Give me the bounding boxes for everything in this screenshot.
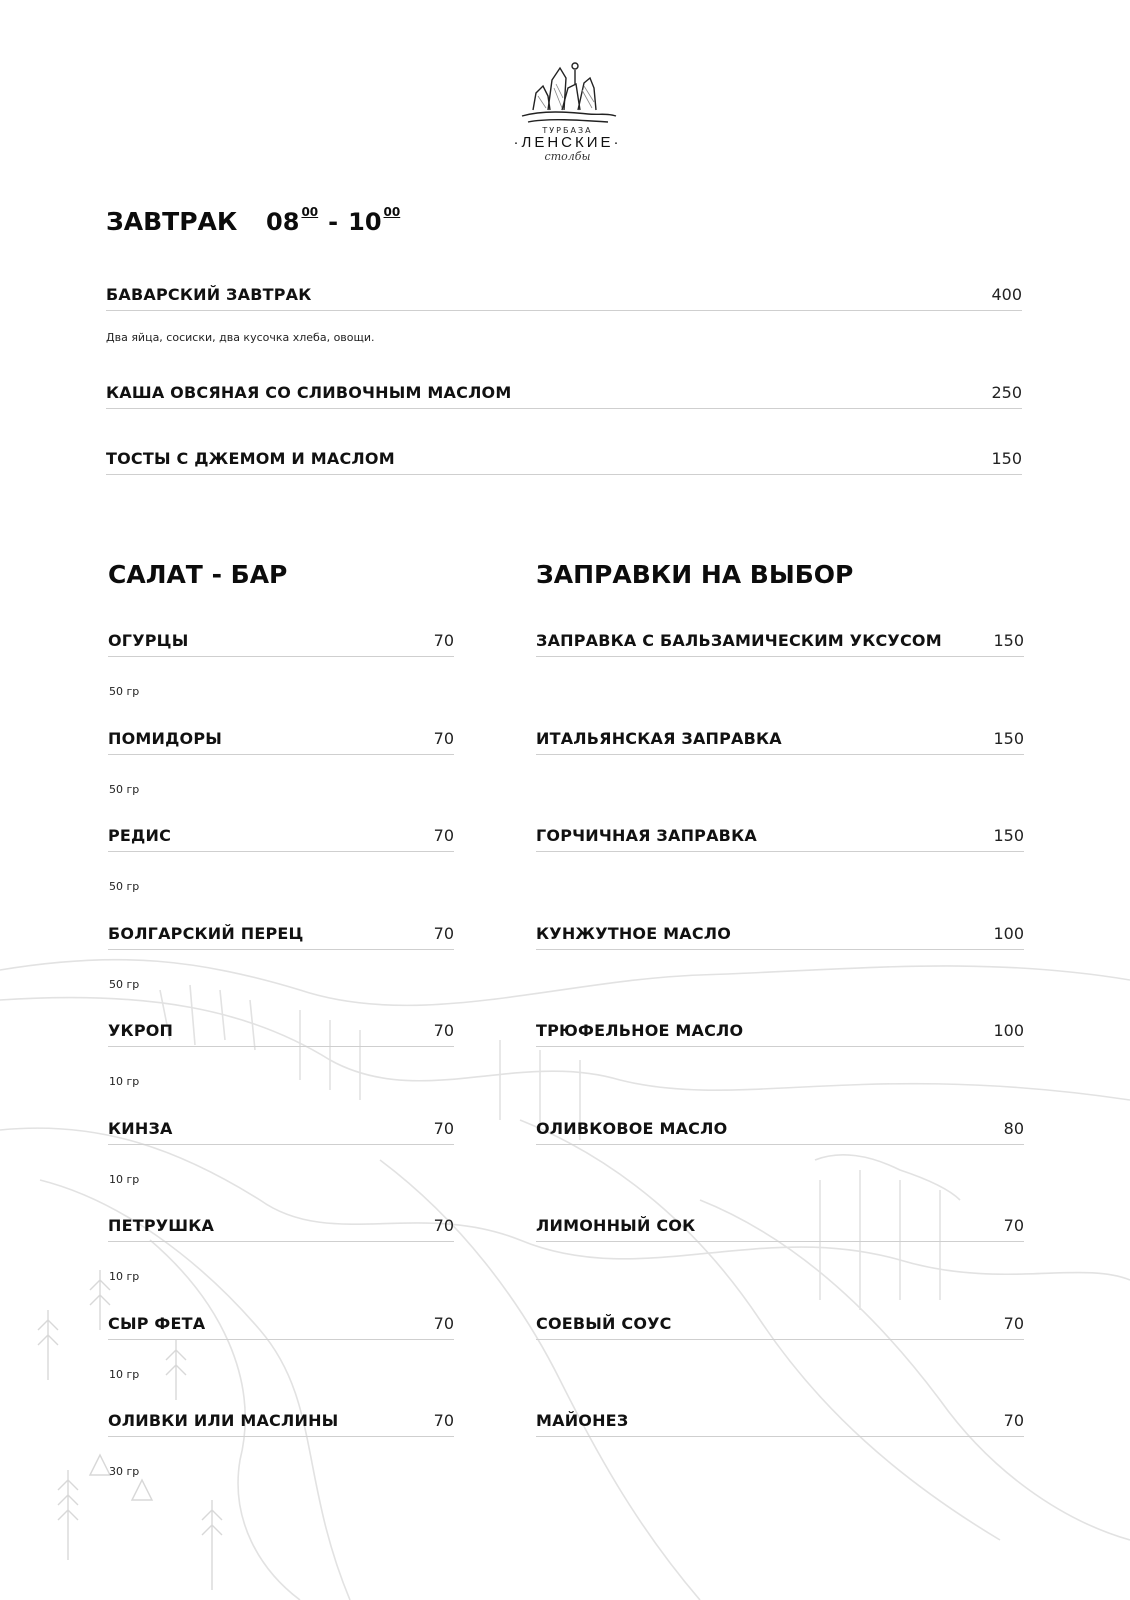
item-name: ОЛИВКОВОЕ МАСЛО [536, 1119, 728, 1138]
item-name: ОГУРЦЫ [108, 631, 189, 650]
dressing-item [536, 1313, 1024, 1340]
item-price: 150 [993, 729, 1024, 748]
salad-item [108, 825, 454, 852]
item-name: МАЙОНЕЗ [536, 1411, 629, 1430]
item-price: 70 [433, 826, 454, 845]
item-price: 250 [991, 383, 1022, 402]
item-name: БАВАРСКИЙ ЗАВТРАК [106, 285, 312, 304]
menu-item [106, 284, 1022, 311]
item-price: 70 [433, 1216, 454, 1235]
item-name: СОЕВЫЙ СОУС [536, 1314, 672, 1333]
item-price: 70 [433, 1314, 454, 1333]
item-weight: 10 гр [109, 1270, 140, 1283]
dressing-item [536, 1118, 1024, 1145]
time-from: 08 [266, 208, 300, 236]
dressing-item [536, 630, 1024, 657]
item-price: 70 [433, 924, 454, 943]
item-weight: 50 гр [109, 685, 140, 698]
item-weight: 50 гр [109, 880, 140, 893]
dressing-item [536, 728, 1024, 755]
salad-item [108, 1020, 454, 1047]
time-from-min: 00 [301, 205, 319, 219]
item-name: ТОСТЫ С ДЖЕМОМ И МАСЛОМ [106, 449, 395, 468]
rock-pillars-logo-icon [518, 58, 618, 128]
item-price: 150 [993, 631, 1024, 650]
salad-item [108, 923, 454, 950]
logo-name: ·ЛЕНСКИЕ· [513, 134, 622, 151]
breakfast-time [266, 205, 400, 236]
logo-script: столбы [544, 150, 591, 163]
logo-subtitle: ТУРБАЗА [542, 126, 593, 135]
item-price: 70 [433, 1119, 454, 1138]
item-name: РЕДИС [108, 826, 172, 845]
item-weight: 30 гр [109, 1465, 140, 1478]
salad-item [108, 1410, 454, 1437]
item-name: КИНЗА [108, 1119, 173, 1138]
item-price: 100 [993, 924, 1024, 943]
item-price: 100 [993, 1021, 1024, 1040]
item-weight: 10 гр [109, 1368, 140, 1381]
item-name: ТРЮФЕЛЬНОЕ МАСЛО [536, 1021, 744, 1040]
item-price: 70 [433, 1021, 454, 1040]
item-name: СЫР ФЕТА [108, 1314, 206, 1333]
item-name: БОЛГАРСКИЙ ПЕРЕЦ [108, 924, 304, 943]
item-price: 400 [991, 285, 1022, 304]
breakfast-title: ЗАВТРАК [106, 207, 238, 236]
item-name: КУНЖУТНОЕ МАСЛО [536, 924, 732, 943]
item-name: КАША ОВСЯНАЯ СО СЛИВОЧНЫМ МАСЛОМ [106, 383, 512, 402]
item-price: 150 [993, 826, 1024, 845]
item-weight: 50 гр [109, 783, 140, 796]
item-weight: 50 гр [109, 978, 140, 991]
item-price: 80 [1003, 1119, 1024, 1138]
item-name: ПОМИДОРЫ [108, 729, 223, 748]
item-name: ГОРЧИЧНАЯ ЗАПРАВКА [536, 826, 757, 845]
menu-item [106, 382, 1022, 409]
salad-bar-heading: САЛАТ - БАР [108, 560, 288, 589]
dressing-item [536, 1020, 1024, 1047]
salad-item [108, 1118, 454, 1145]
item-weight: 10 гр [109, 1173, 140, 1186]
breakfast-heading [106, 205, 400, 236]
item-price: 70 [1003, 1216, 1024, 1235]
salad-item [108, 1215, 454, 1242]
item-price: 70 [1003, 1411, 1024, 1430]
item-price: 70 [433, 631, 454, 650]
salad-item [108, 728, 454, 755]
item-name: УКРОП [108, 1021, 174, 1040]
salad-item [108, 630, 454, 657]
dressing-item [536, 825, 1024, 852]
time-separator: - [328, 208, 339, 236]
item-price: 70 [1003, 1314, 1024, 1333]
dressing-item [536, 1215, 1024, 1242]
menu-item [106, 448, 1022, 475]
item-name: ОЛИВКИ ИЛИ МАСЛИНЫ [108, 1411, 339, 1430]
item-price: 70 [433, 1411, 454, 1430]
dressing-item [536, 1410, 1024, 1437]
dressings-heading: ЗАПРАВКИ НА ВЫБОР [536, 560, 854, 589]
time-to-min: 00 [383, 205, 401, 219]
dressing-item [536, 923, 1024, 950]
item-name: ИТАЛЬЯНСКАЯ ЗАПРАВКА [536, 729, 782, 748]
item-name: ЛИМОННЫЙ СОК [536, 1216, 696, 1235]
item-price: 70 [433, 729, 454, 748]
item-weight: 10 гр [109, 1075, 140, 1088]
brand-logo [505, 58, 630, 178]
salad-item [108, 1313, 454, 1340]
item-price: 150 [991, 449, 1022, 468]
time-to: 10 [348, 208, 382, 236]
item-name: ПЕТРУШКА [108, 1216, 215, 1235]
item-description: Два яйца, сосиски, два кусочка хлеба, овощи. [106, 331, 375, 344]
item-name: ЗАПРАВКА С БАЛЬЗАМИЧЕСКИМ УКСУСОМ [536, 631, 942, 650]
